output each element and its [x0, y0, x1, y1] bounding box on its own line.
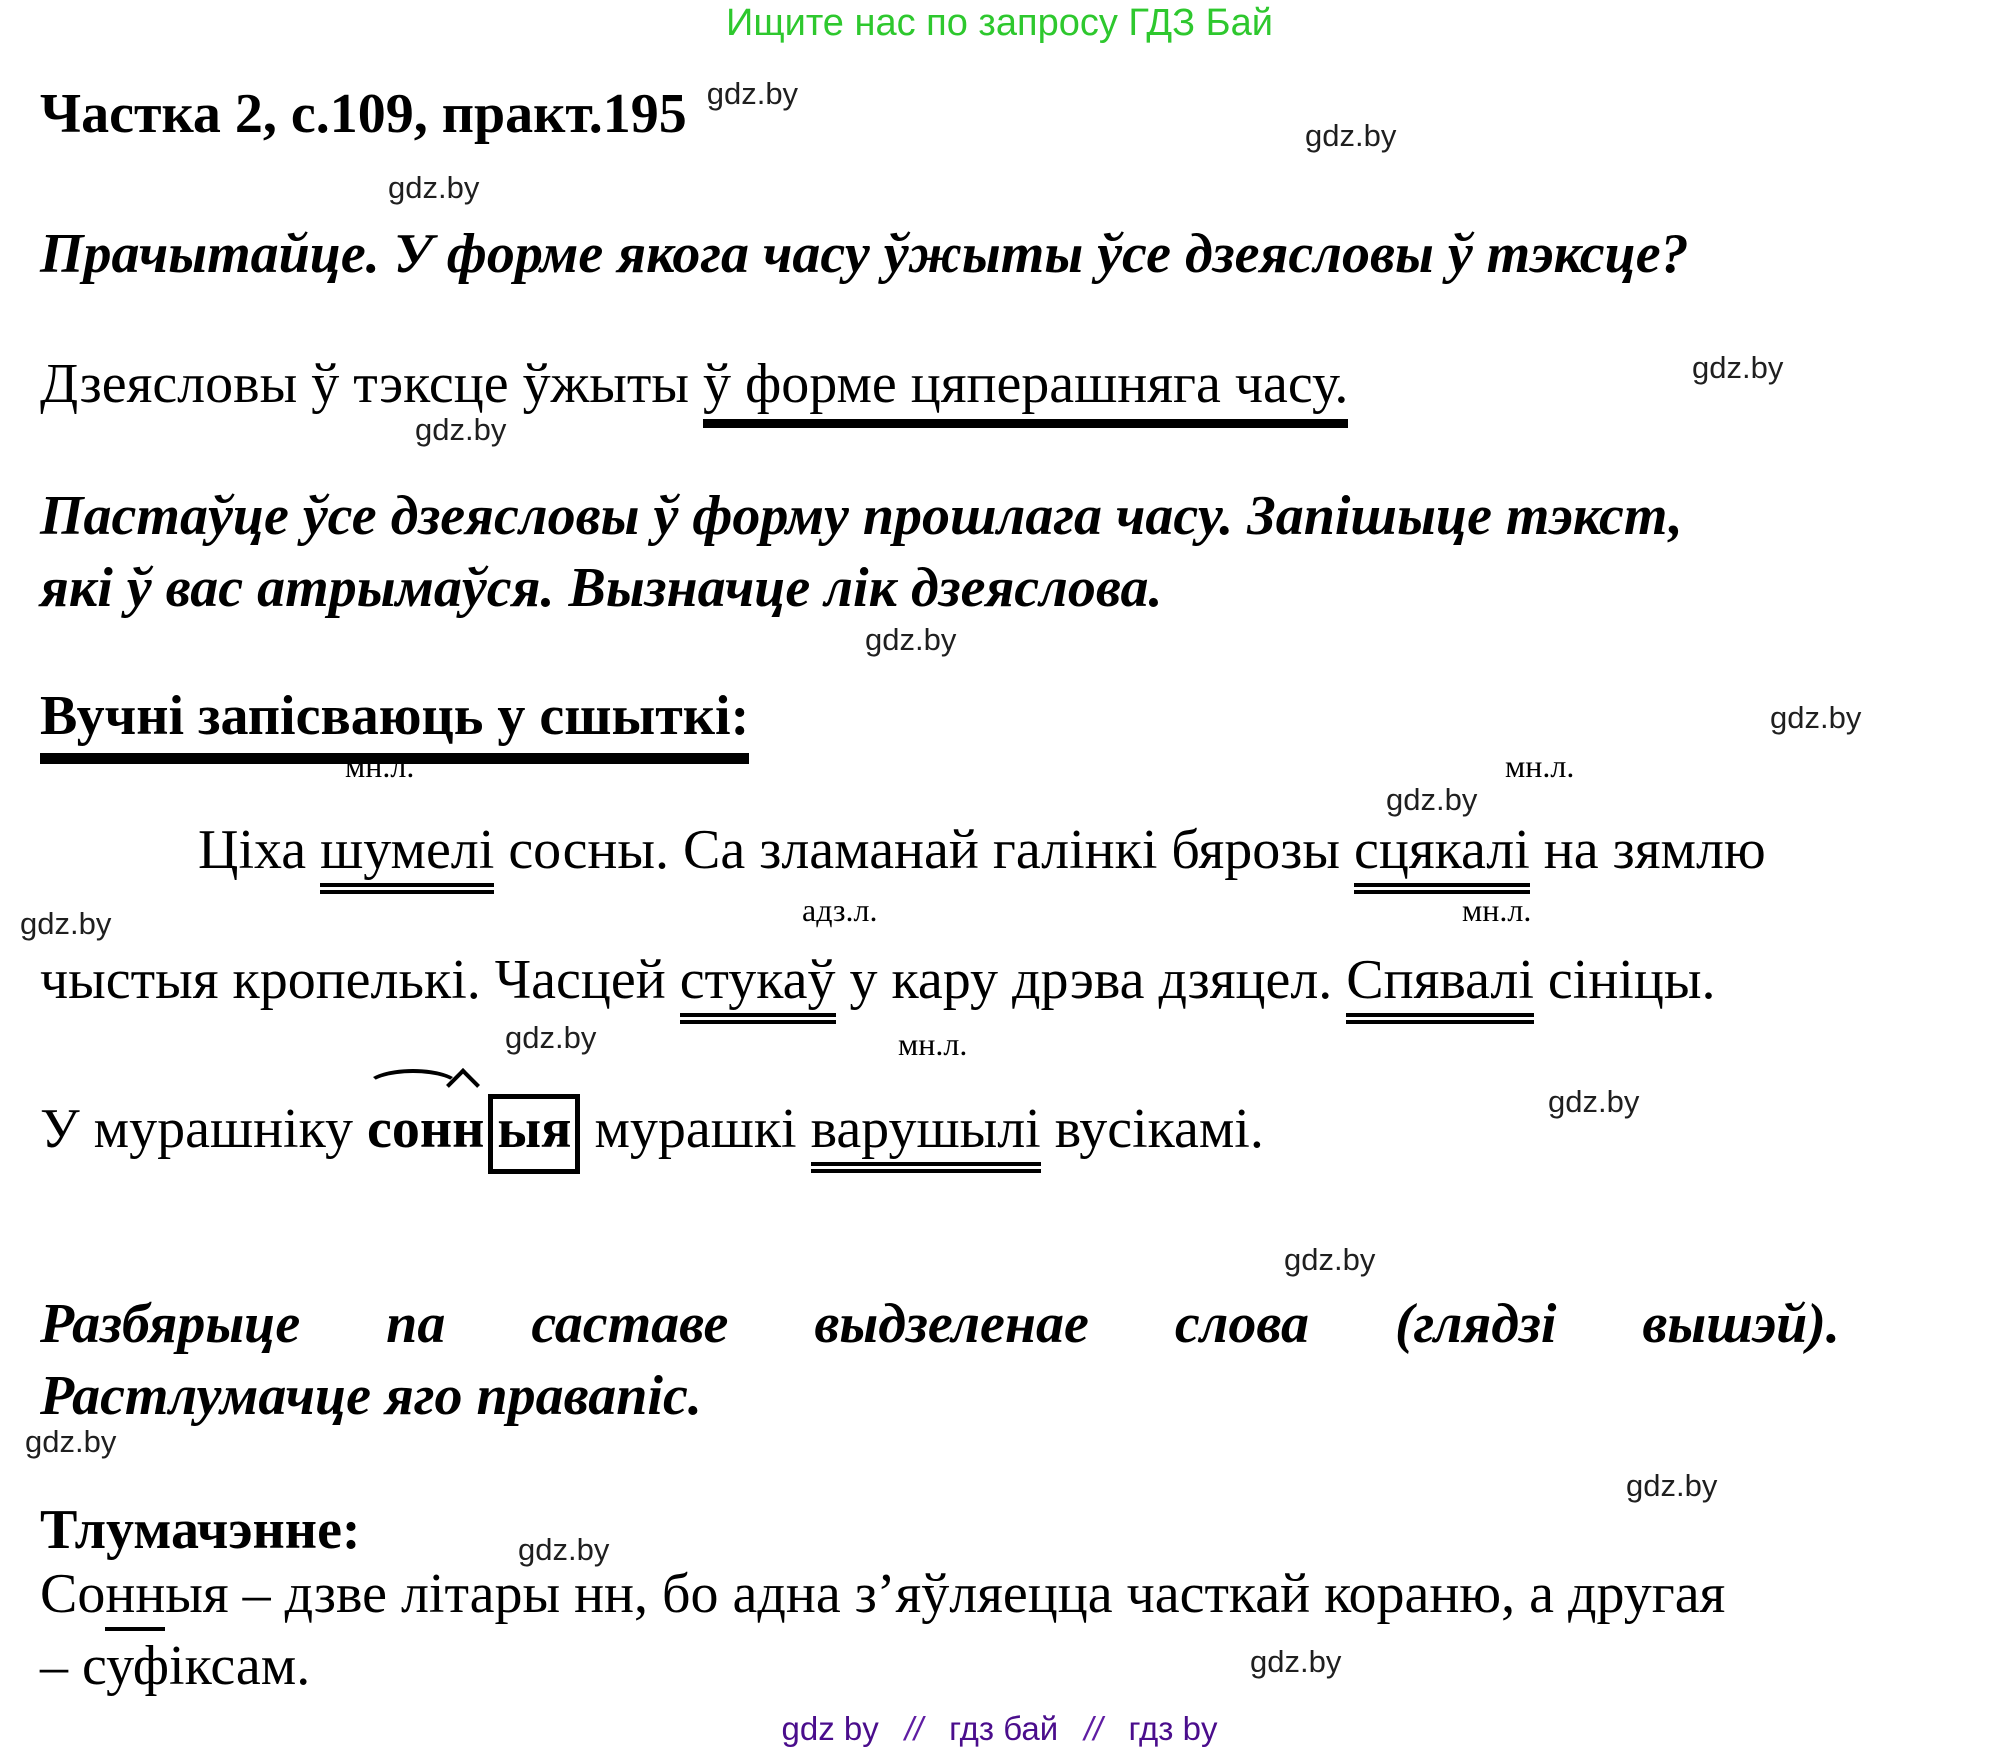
footer-links [0, 1710, 1999, 1748]
explanation-heading: Тлумачэнне: [40, 1499, 361, 1561]
footer-site-gdz-bai: гдз бай [949, 1710, 1059, 1747]
verb-underlined: сцякалі [1354, 819, 1530, 894]
notebook-line2 [40, 948, 1715, 1012]
task3-word: Разбярыце [40, 1293, 301, 1355]
task1-question: Прачытайце. У форме якога часу ўжыты ўсе дзеясловы ў тэксце? [40, 223, 1689, 285]
nn-underlined: нн [105, 1563, 165, 1631]
gdz-watermark: gdz.by [1548, 1084, 1640, 1119]
footer-site-gdz-by2: гдз by [1128, 1710, 1218, 1747]
gdz-watermark: gdz.by [505, 1020, 597, 1055]
text-segment: У мурашніку [40, 1098, 368, 1160]
stem-text: сонн [367, 1098, 485, 1160]
text-segment: Со [40, 1563, 106, 1625]
task2-line2: які ў вас атрымаўся. Вызначце лік дзеяслова. [40, 557, 1163, 619]
task1-answer [40, 352, 1348, 416]
plural-label: мн.л. [345, 748, 415, 784]
gdz-watermark: gdz.by [25, 1424, 117, 1459]
plural-label: мн.л. [1462, 892, 1532, 928]
gdz-watermark: gdz.by [20, 906, 112, 941]
gdz-watermark: gdz.by [518, 1532, 610, 1567]
footer-site-gdz-by: gdz by [781, 1710, 879, 1747]
singular-label: адз.л. [802, 892, 878, 928]
text-segment: мурашкі [580, 1098, 811, 1160]
answer-prefix: Дзеясловы ў тэксце ўжыты [40, 353, 704, 415]
page-title-row [40, 76, 798, 146]
promo-banner: Ищите нас по запросу ГДЗ Бай [726, 2, 1273, 44]
explanation-line1 [40, 1562, 1725, 1626]
text-segment: Ціха [198, 819, 321, 881]
gdz-watermark: gdz.by [865, 622, 957, 657]
text-segment: сосны. Са зламанай галінкі бярозы [494, 819, 1354, 881]
notebook-heading [40, 684, 749, 748]
gdz-watermark: gdz.by [388, 170, 480, 205]
text-segment: у кару дрэва дзяцел. [835, 949, 1347, 1011]
gdz-watermark: gdz.by [1626, 1468, 1718, 1503]
verb-underlined: варушылі [811, 1098, 1041, 1173]
gdz-watermark: gdz.by [1770, 700, 1862, 735]
task3-word: саставе [531, 1293, 729, 1355]
answer-underlined: ў форме цяперашняга часу. [703, 353, 1348, 428]
task3-word: вышэй). [1642, 1293, 1840, 1355]
footer-separator: // [1084, 1710, 1103, 1747]
gdz-watermark: gdz.by [1692, 350, 1784, 385]
notebook-line3 [40, 1094, 1264, 1174]
verb-underlined: стукаў [680, 949, 836, 1024]
parsed-word-stem [367, 1097, 484, 1161]
plural-label: мн.л. [898, 1026, 968, 1062]
task3-word: слова [1174, 1293, 1310, 1355]
task3-word: па [386, 1293, 446, 1355]
footer-separator: // [904, 1710, 924, 1747]
text-segment: на зямлю [1529, 819, 1766, 881]
task2-line1: Пастаўце ўсе дзеясловы ў форму прошлага часу. Запішыце тэкст, [40, 485, 1683, 547]
gdz-watermark: gdz.by [415, 412, 507, 447]
verb-underlined: Спявалі [1346, 949, 1534, 1024]
page-title: Частка 2, с.109, практ.195 [40, 83, 687, 145]
text-segment: ыя – дзве літары нн, бо адна з’яўляецца часткай кораню, а другая [165, 1563, 1726, 1625]
verb-underlined: шумелі [320, 819, 494, 894]
gdz-watermark: gdz.by [1284, 1242, 1376, 1277]
ending-box: ыя [488, 1094, 580, 1174]
root-arc-mark [365, 1069, 461, 1105]
plural-label: мн.л. [1505, 748, 1575, 784]
gdz-watermark: gdz.by [1305, 118, 1397, 153]
gdz-watermark: gdz.by [1250, 1644, 1342, 1679]
text-segment: сініцы. [1533, 949, 1716, 1011]
gdz-watermark: gdz.by [706, 76, 799, 111]
task3-line2: Растлумачце яго правапіс. [40, 1365, 702, 1427]
gdz-watermark: gdz.by [1386, 782, 1478, 817]
explanation-line2: – суфіксам. [40, 1635, 311, 1697]
task3-word: выдзеленае [814, 1293, 1089, 1355]
text-segment: чыстыя кропелькі. Часцей [40, 949, 680, 1011]
task3-word: (глядзі [1395, 1293, 1557, 1355]
notebook-line1 [198, 818, 1766, 882]
task3-line1 [40, 1292, 1840, 1356]
text-segment: вусікамі. [1040, 1098, 1264, 1160]
notebook-heading-text: Вучні запісваюць у сшыткі: [40, 685, 749, 764]
